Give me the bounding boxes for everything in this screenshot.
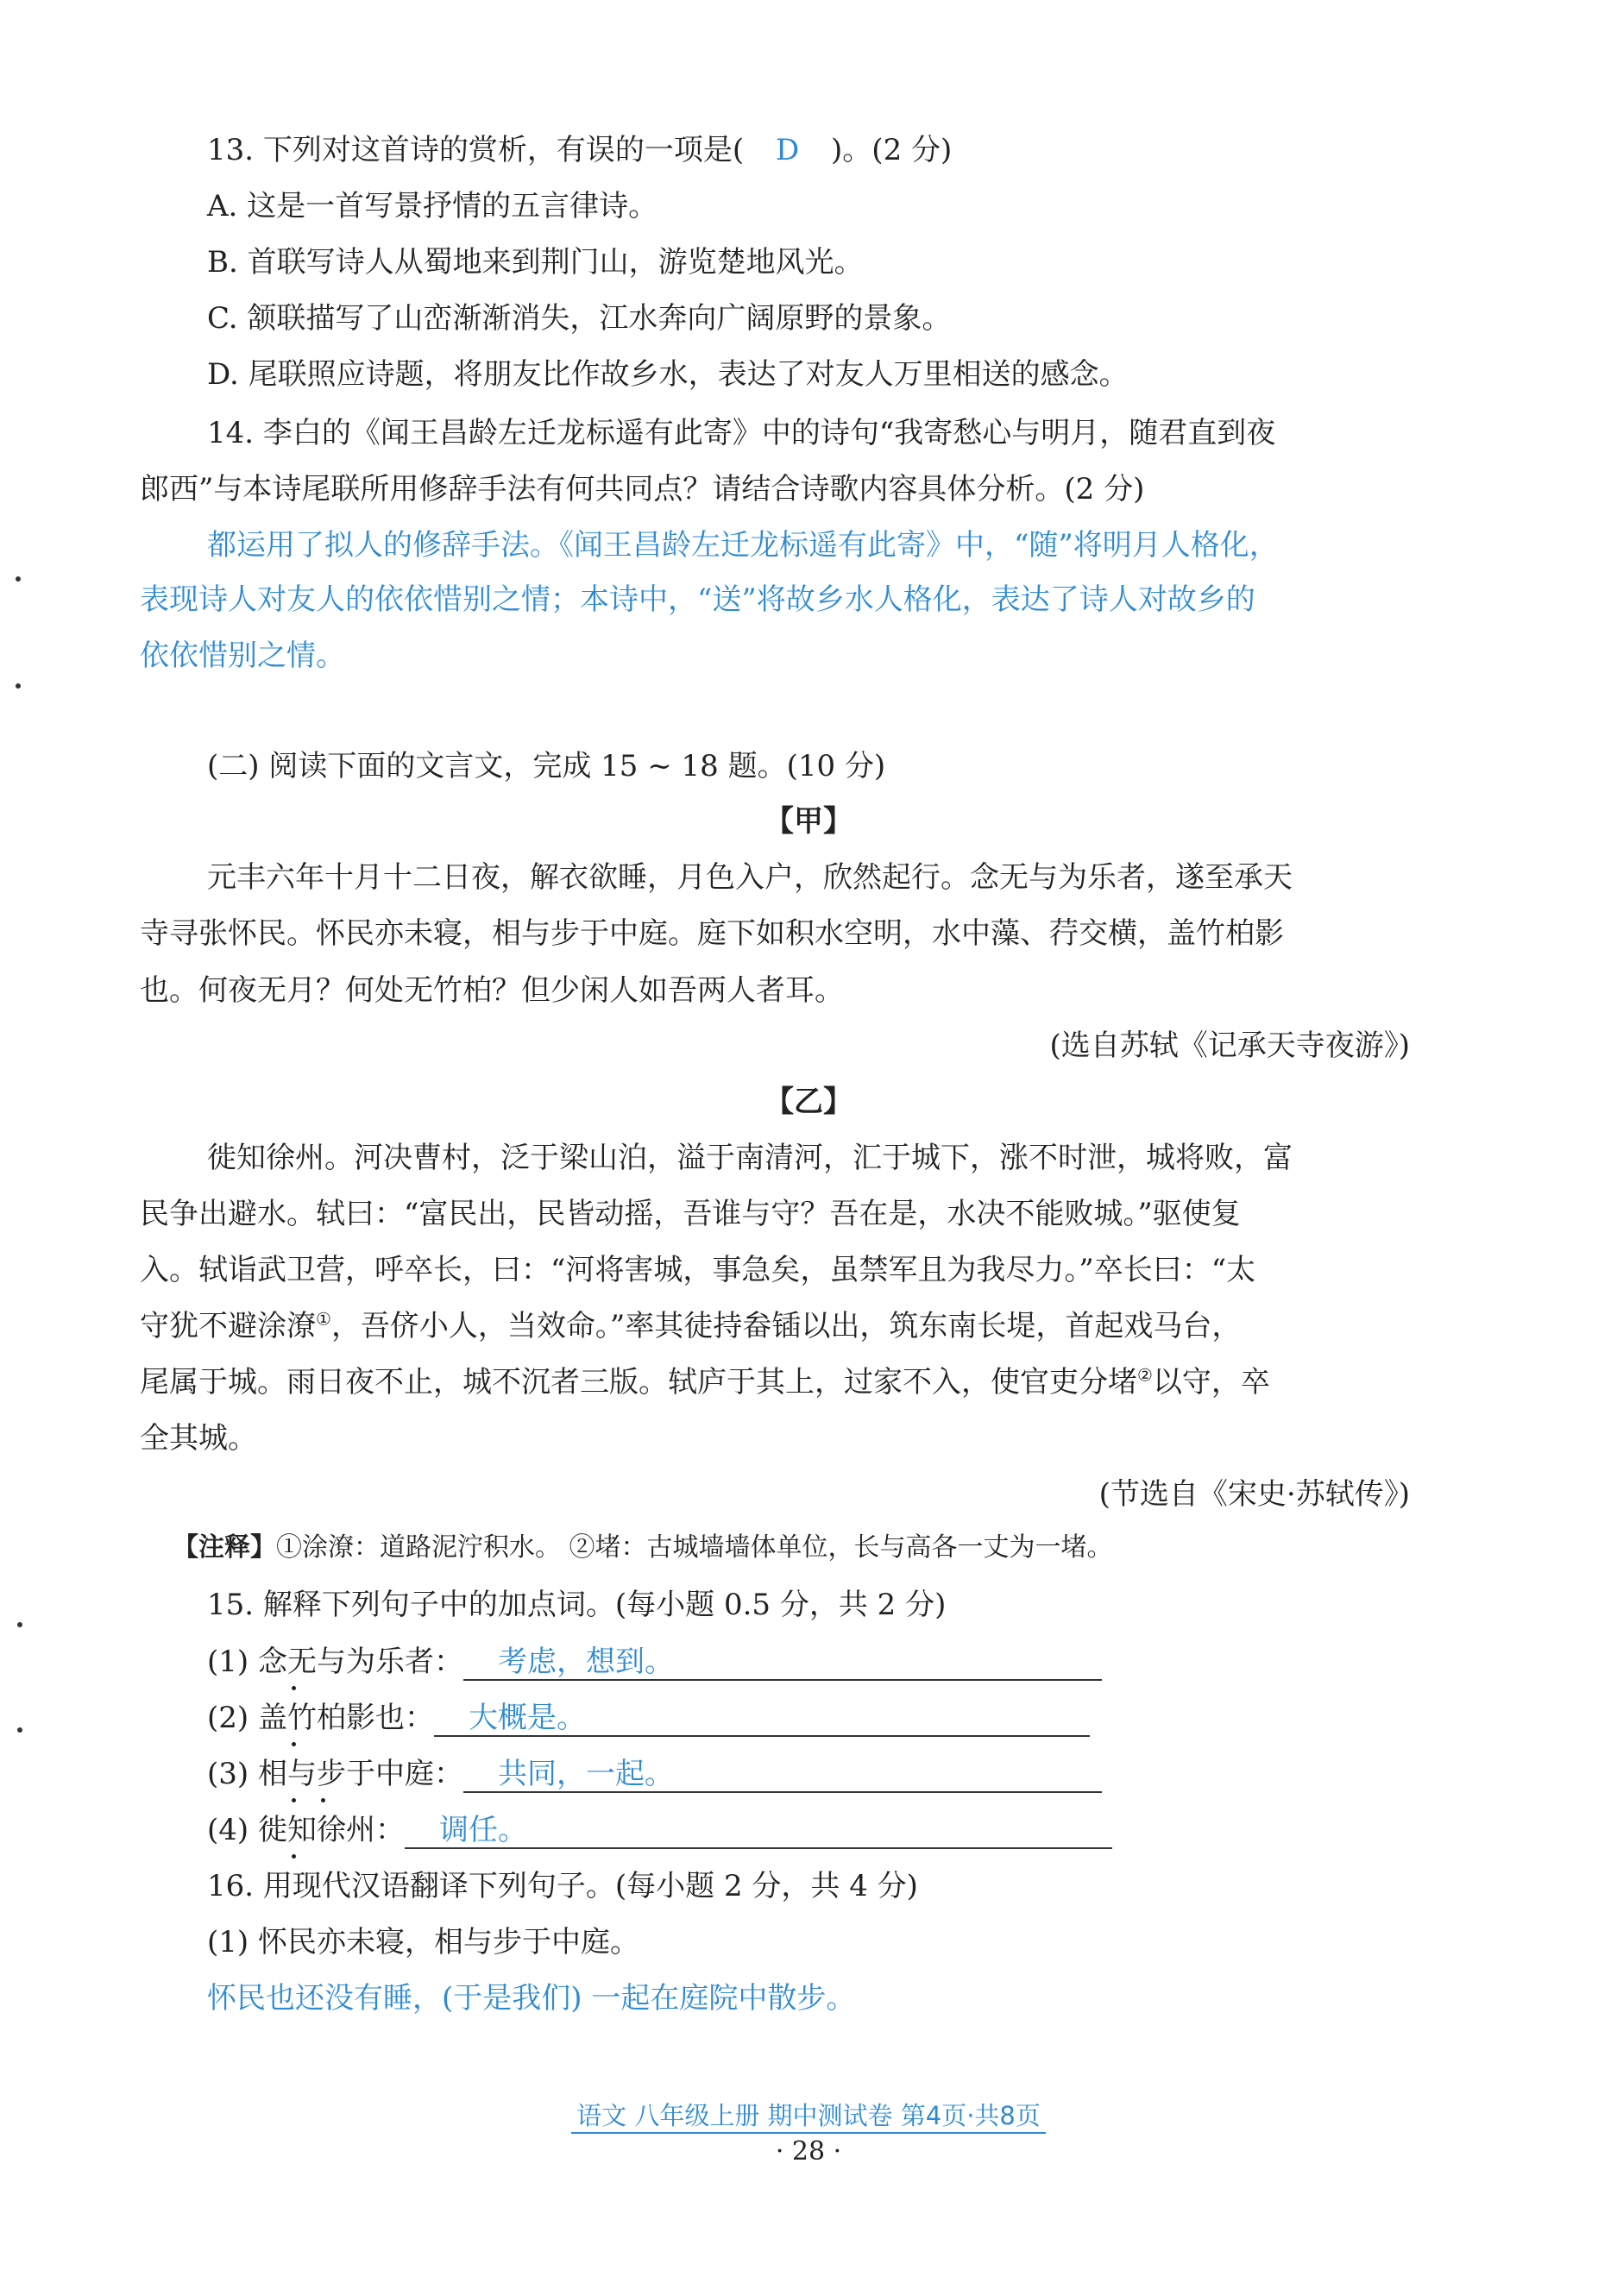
yi-text-line2: 民争出避水。轼曰：“富民出，民皆动摇，吾谁与守？吾在是，水决不能败城。”驱使复 (140, 1197, 1241, 1231)
q13-stem-before: 13. 下列对这首诗的赏析，有误的一项是( (207, 133, 745, 167)
margin-mark (16, 683, 21, 689)
q15-item-2 (207, 1699, 1090, 1737)
margin-mark (17, 1622, 22, 1627)
yi-text-line5-b: 以守，卒 (1152, 1365, 1270, 1400)
yi-text-line5-a: 尾属于城。雨日夜不止，城不沉者三版。轼庐于其上，过家不入，使官吏分堵 (140, 1365, 1137, 1400)
annotation-text: ①涂潦：道路泥泞积水。 ②堵：古城墙墙体单位，长与高各一丈为一堵。 (276, 1532, 1113, 1563)
q15-item-1-label: (1) 念无与为乐者： (207, 1645, 463, 1679)
jia-text-line2: 寺寻张怀民。怀民亦未寝，相与步于中庭。庭下如积水空明，水中藻、荇交横，盖竹柏影 (140, 916, 1284, 951)
q15-item-4-label: (4) 徙知徐州： (207, 1813, 405, 1847)
jia-text-line3: 也。何夜无月？何处无竹柏？但少闲人如吾两人者耳。 (140, 973, 844, 1008)
footnote-ref-2: ② (1137, 1364, 1153, 1386)
section2-heading: (二) 阅读下面的文言文，完成 15 ~ 18 题。(10 分) (207, 749, 886, 783)
q15-item-4-answer: 调任。 (405, 1813, 1112, 1849)
q14-answer-line3: 依依惜别之情。 (140, 638, 345, 673)
q15-item-2-label: (2) 盖竹柏影也： (207, 1701, 434, 1735)
footer-text: 语文 八年级上册 期中测试卷 第4页·共8页 (571, 2101, 1046, 2134)
yi-text-line1: 徙知徐州。河决曹村，泛于梁山泊，溢于南清河，汇于城下，涨不时泄，城将败，富 (207, 1141, 1293, 1175)
annotation-label: 【注释】 (173, 1532, 276, 1563)
q15-item-1-answer: 考虑，想到。 (463, 1645, 1102, 1681)
page-number: · 28 · (775, 2136, 842, 2167)
q15-item-3 (207, 1755, 1102, 1793)
yi-text-line4-a: 守犹不避涂潦 (140, 1309, 316, 1343)
emphasis-dot (292, 1742, 296, 1746)
emphasis-dot (292, 1854, 296, 1859)
q15-item-3-answer: 共同，一起。 (463, 1757, 1102, 1793)
yi-title: 【乙】 (764, 1085, 853, 1119)
q13-option-c: C. 颔联描写了山峦渐渐消失，江水奔向广阔原野的景象。 (207, 301, 952, 336)
q16-stem: 16. 用现代汉语翻译下列句子。(每小题 2 分，共 4 分) (207, 1869, 918, 1903)
footer-title (0, 2097, 1617, 2132)
q15-item-2-answer: 大概是。 (434, 1701, 1090, 1737)
q14-answer-line2: 表现诗人对友人的依依惜别之情；本诗中，“送”将故乡水人格化，表达了诗人对故乡的 (140, 582, 1255, 617)
q15-item-1 (207, 1643, 1102, 1681)
yi-text-line4 (140, 1307, 1241, 1345)
emphasis-dot (292, 1798, 296, 1802)
yi-source: (节选自《宋史·苏轼传》) (1098, 1477, 1410, 1512)
yi-text-line4-b: ，吾侪小人，当效命。”率其徒持畚锸以出，筑东南长堤，首起戏马台， (330, 1309, 1242, 1343)
q13-option-b: B. 首联写诗人从蜀地来到荆门山，游览楚地风光。 (207, 245, 864, 280)
q15-stem: 15. 解释下列句子中的加点词。(每小题 0.5 分，共 2 分) (207, 1588, 947, 1622)
q13-option-a: A. 这是一首写景抒情的五言律诗。 (207, 189, 658, 223)
q13-stem (207, 131, 952, 169)
q14-answer-line1: 都运用了拟人的修辞手法。《闻王昌龄左迁龙标遥有此寄》中，“随”将明月人格化， (207, 528, 1279, 563)
emphasis-dot (321, 1798, 325, 1802)
q14-stem-line1: 14. 李白的《闻王昌龄左迁龙标遥有此寄》中的诗句“我寄愁心与明月，随君直到夜 (207, 416, 1276, 450)
jia-source: (选自苏轼《记承天寺夜游》) (1049, 1028, 1410, 1063)
jia-text-line1: 元丰六年十月十二日夜，解衣欲睡，月色入户，欣然起行。念无与为乐者，遂至承天 (207, 860, 1293, 895)
q13-answer: D (775, 133, 800, 167)
q16-item-1: (1) 怀民亦未寝，相与步于中庭。 (207, 1925, 639, 1959)
yi-text-line6: 全其城。 (140, 1421, 257, 1456)
q13-stem-after: )。(2 分) (831, 133, 953, 167)
q15-item-4 (207, 1811, 1112, 1849)
q16-answer-1: 怀民也还没有睡，(于是我们) 一起在庭院中散步。 (207, 1981, 856, 2016)
emphasis-dot (292, 1686, 296, 1690)
q15-item-3-label: (3) 相与步于中庭： (207, 1757, 463, 1791)
jia-title: 【甲】 (764, 804, 853, 839)
margin-mark (17, 1727, 22, 1733)
yi-text-line5 (140, 1363, 1270, 1401)
q14-stem-line2: 郎西”与本诗尾联所用修辞手法有何共同点？请结合诗歌内容具体分析。(2 分) (140, 472, 1145, 506)
footnote-ref-1: ① (316, 1308, 331, 1330)
margin-mark (16, 576, 21, 582)
annotation (173, 1529, 1113, 1567)
q13-option-d: D. 尾联照应诗题，将朋友比作故乡水，表达了对友人万里相送的感念。 (207, 357, 1129, 392)
yi-text-line3: 入。轼诣武卫营，呼卒长，曰：“河将害城，事急矣，虽禁军且为我尽力。”卒长曰：“太 (140, 1253, 1256, 1287)
